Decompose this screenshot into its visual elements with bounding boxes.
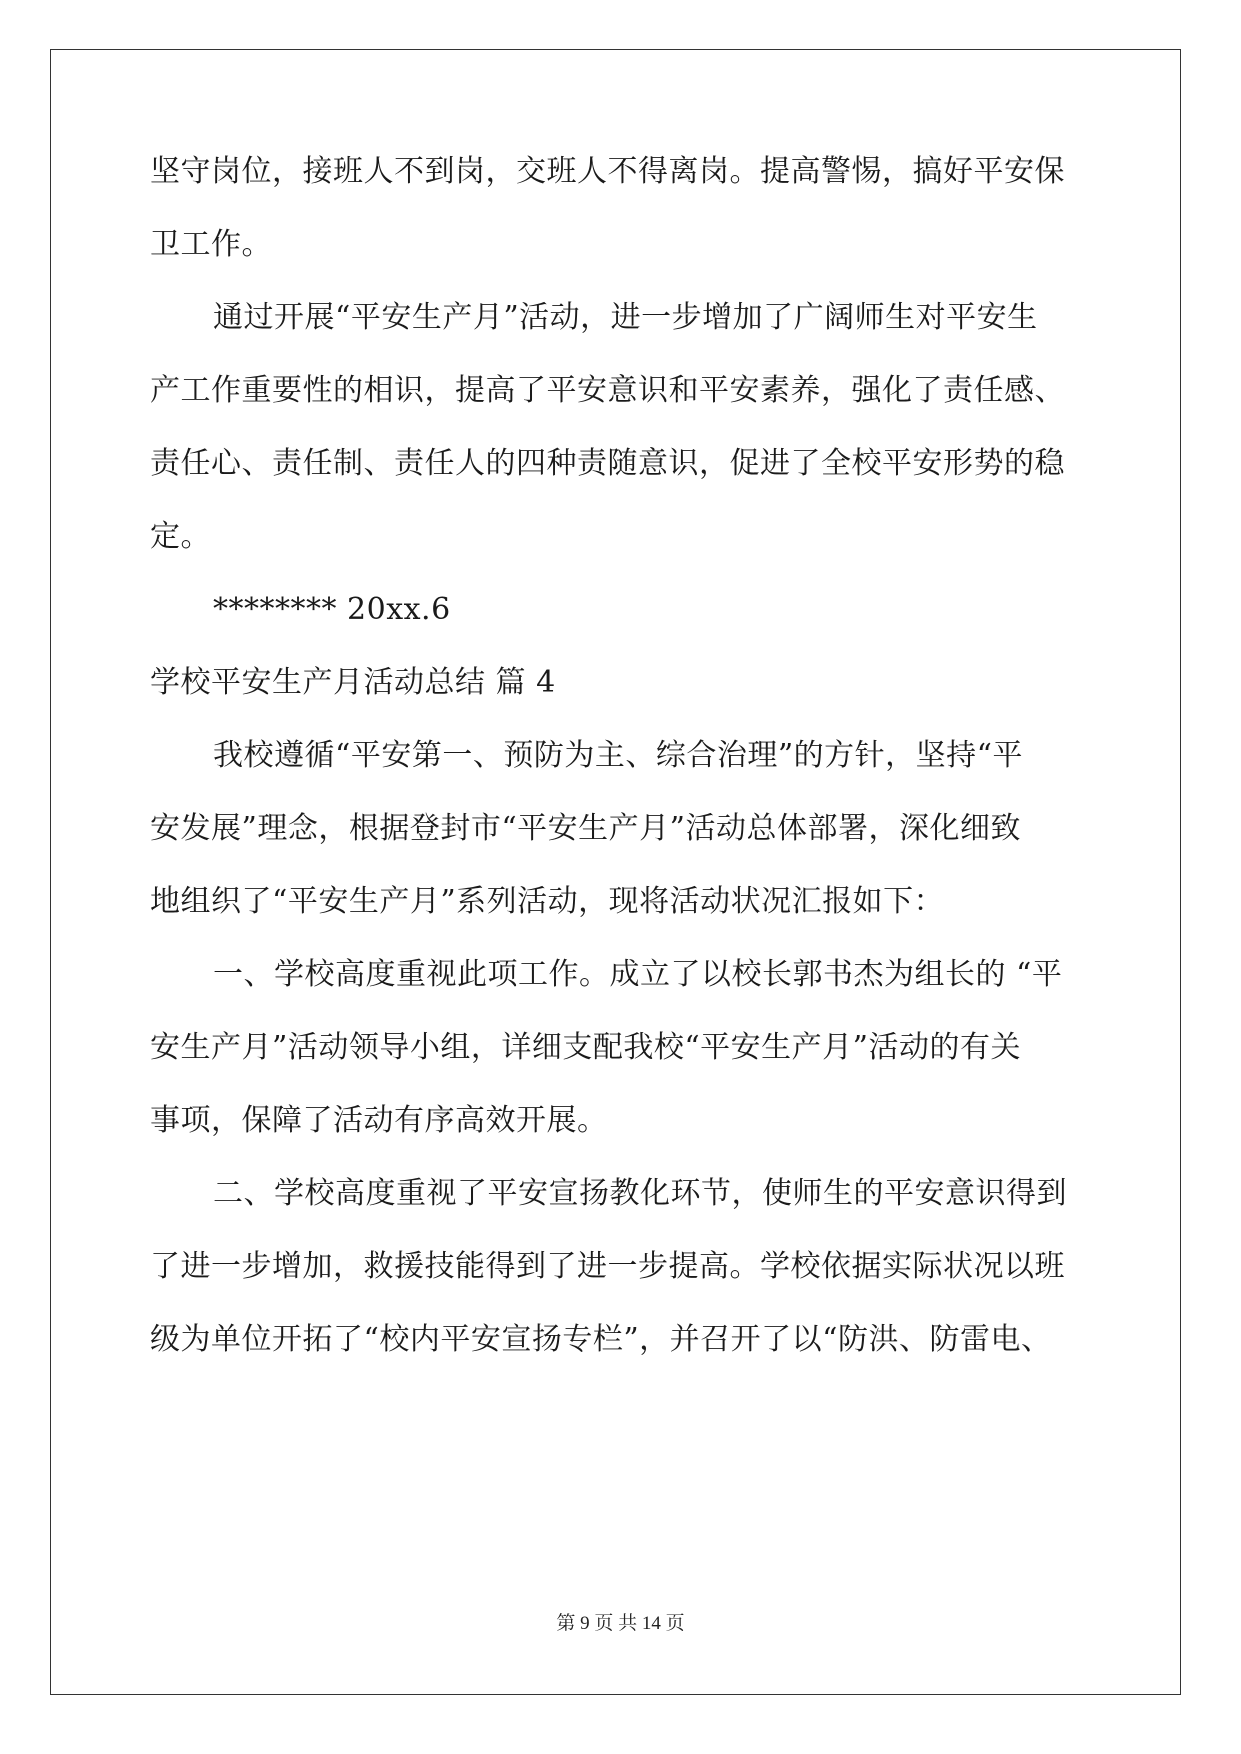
text-line: 地组织了“平安生产月”系列活动，现将活动状况汇报如下： xyxy=(150,884,945,919)
section-heading: 学校平安生产月活动总结 篇 4 xyxy=(150,665,556,700)
text-line: 责任心、责任制、责任人的四种责随意识，促进了全校平安形势的稳 xyxy=(150,446,1065,481)
text-line: 安生产月”活动领导小组，详细支配我校“平安生产月”活动的有关 xyxy=(150,1030,1022,1065)
text-line: 了进一步增加，救援技能得到了进一步提高。学校依据实际状况以班 xyxy=(150,1249,1065,1284)
page-border xyxy=(50,49,1181,1695)
text-line: 级为单位开拓了“校内平安宣扬专栏”，并召开了以“防洪、防雷电、 xyxy=(150,1322,1052,1357)
text-line: 产工作重要性的相识，提高了平安意识和平安素养，强化了责任感、 xyxy=(150,373,1065,408)
text-line: 事项，保障了活动有序高效开展。 xyxy=(150,1103,608,1138)
signature-date: ******** 20xx.6 xyxy=(213,592,451,627)
paragraph-start: 一、学校高度重视此项工作。成立了以校长郭书杰为组长的 “平 xyxy=(213,957,1063,992)
text-line: 卫工作。 xyxy=(150,227,272,262)
paragraph-start: 通过开展“平安生产月”活动，进一步增加了广阔师生对平安生 xyxy=(213,300,1038,335)
paragraph-start: 二、学校高度重视了平安宣扬教化环节，使师生的平安意识得到 xyxy=(213,1176,1067,1211)
text-line: 安发展”理念，根据登封市“平安生产月”活动总体部署，深化细致 xyxy=(150,811,1022,846)
paragraph-start: 我校遵循“平安第一、预防为主、综合治理”的方针，坚持“平 xyxy=(213,738,1024,773)
text-line: 坚守岗位，接班人不到岗，交班人不得离岗。提高警惕，搞好平安保 xyxy=(150,154,1065,189)
page-number: 第 9 页 共 14 页 xyxy=(556,1613,685,1634)
text-line: 定。 xyxy=(150,519,211,554)
